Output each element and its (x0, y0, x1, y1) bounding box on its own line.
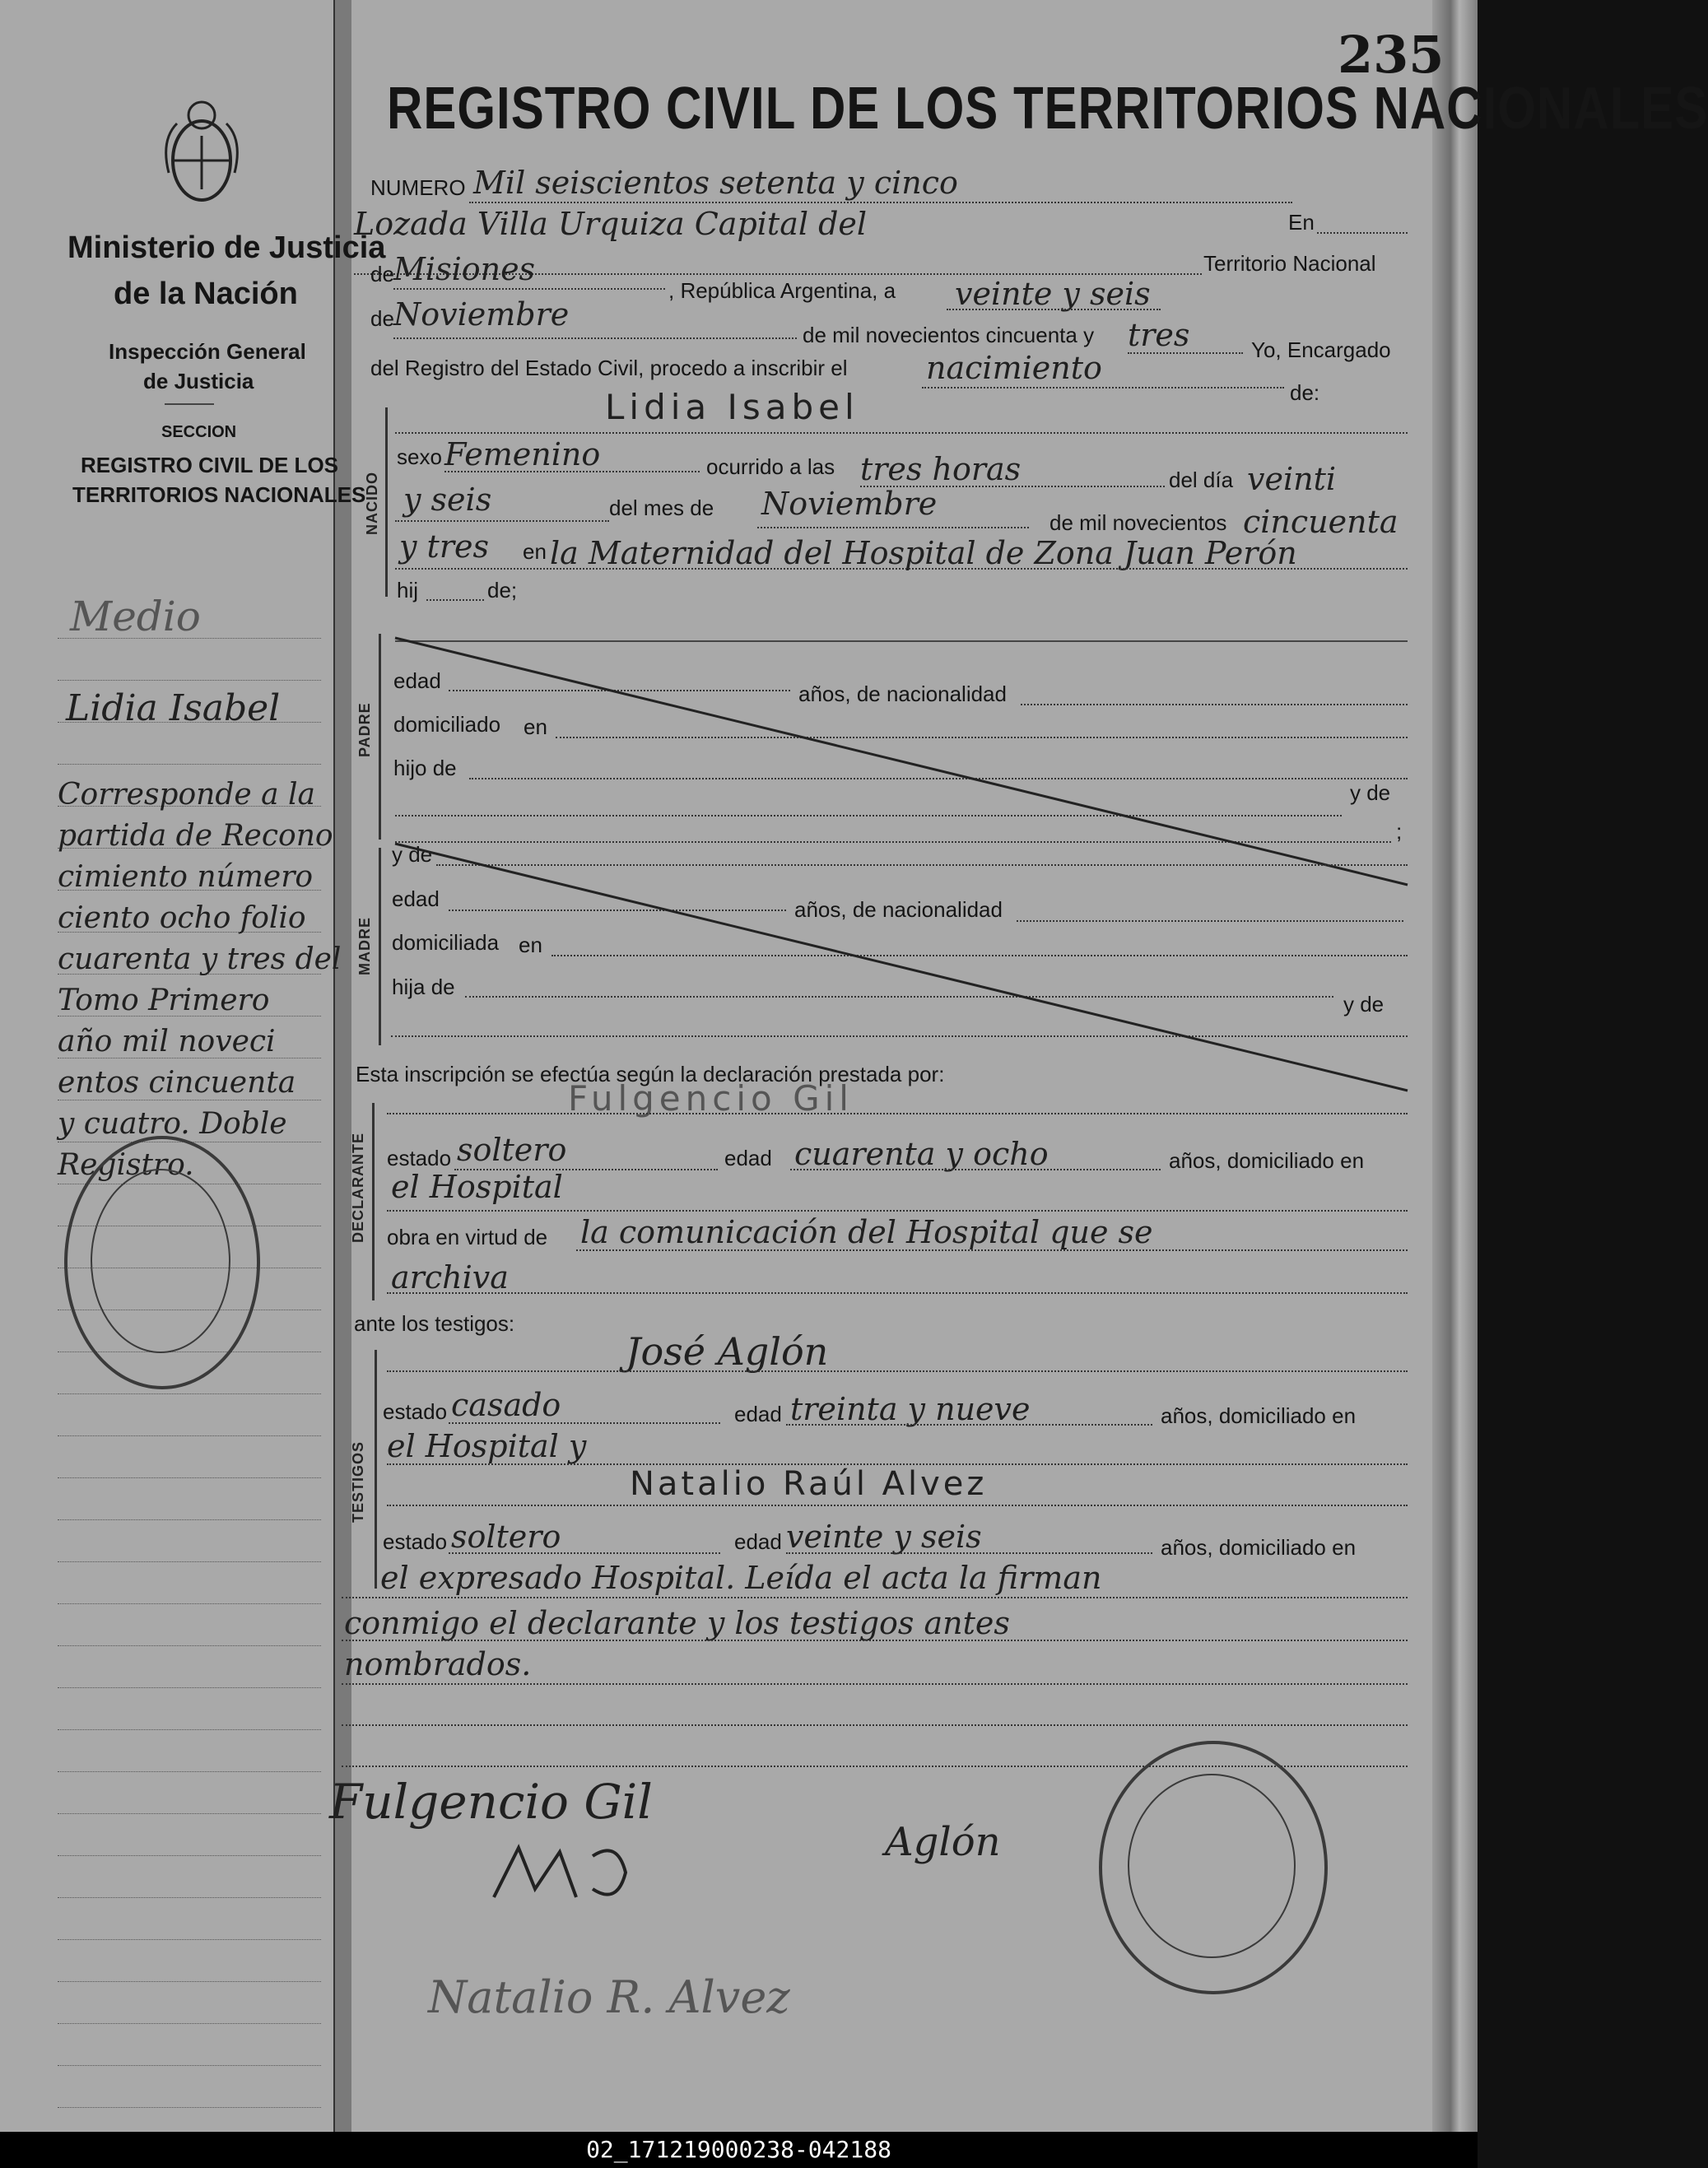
margin-note-line: ciento ocho folio (58, 901, 306, 935)
section-line1: REGISTRO CIVIL DE LOS (81, 453, 339, 477)
numero-label: NUMERO (370, 175, 466, 200)
ocurrido-label: ocurrido a las (706, 454, 835, 479)
year-value-n2: y tres (399, 528, 489, 565)
margin-note-line: Corresponde a la (58, 778, 315, 812)
year-value: tres (1128, 317, 1190, 353)
madre-dom-label: domiciliada (392, 930, 500, 955)
month-line (393, 337, 797, 339)
sexo-value: Femenino (444, 436, 601, 472)
margin-rule (58, 1939, 321, 1940)
hij-de-label: de; (487, 578, 518, 602)
hij-line (426, 599, 484, 601)
w2-edad-value: veinte y seis (786, 1519, 982, 1555)
madre-edad-label: edad (392, 886, 440, 911)
ministry-line2: de la Nación (114, 277, 298, 311)
closing-2: conmigo el declarante y los testigos antes (344, 1605, 1010, 1641)
hij-label: hij (397, 578, 419, 602)
w1-dom-line (387, 1463, 1408, 1465)
left-stamp-inner (91, 1169, 230, 1353)
padre-en-label: en (524, 714, 547, 739)
madre-nac-label: años, de nacionalidad (794, 897, 1003, 922)
testigos-label: TESTIGOS (350, 1440, 366, 1523)
margin-rule (58, 1645, 321, 1646)
margin-rule (58, 1603, 321, 1604)
signature-2: Aglón (885, 1819, 1001, 1865)
numero-line (469, 202, 1292, 203)
de2-label: de (370, 306, 394, 331)
numero-value: Mil seiscientos setenta y cinco (473, 165, 958, 201)
margin-rule (58, 1393, 321, 1394)
closing-3: nombrados. (344, 1646, 532, 1682)
republica-label: , República Argentina, a (668, 278, 896, 303)
w2-edad-line (786, 1552, 1152, 1554)
scribble-mark (486, 1840, 650, 1914)
year-line (1128, 352, 1243, 354)
madre-strike (395, 844, 1408, 1091)
testigos-brace (375, 1350, 377, 1589)
closing-line-1 (342, 1597, 1408, 1598)
margin-note-line: cuarenta y tres del (58, 942, 342, 976)
place-value: Lozada Villa Urquiza Capital del (354, 206, 868, 242)
margin-rule (58, 1687, 321, 1688)
w2-name-line (387, 1505, 1408, 1506)
decl-obra-label: obra en virtud de (387, 1225, 548, 1249)
margin-rule (58, 764, 321, 765)
sidebar-divider (165, 403, 214, 405)
section-line2: TERRITORIOS NACIONALES (72, 482, 366, 507)
padre-nac-label: años, de nacionalidad (798, 682, 1007, 706)
margin-rule (58, 1477, 321, 1478)
nacido-name-line (395, 432, 1408, 434)
dia-line (395, 520, 609, 522)
margin-rule (58, 1981, 321, 1982)
margin-rule (58, 1561, 321, 1562)
mes-label: del mes de (609, 495, 714, 520)
madre-en-label: en (519, 933, 542, 957)
w2-estado-line (449, 1552, 720, 1554)
margin-note-line: Registro. (58, 1148, 194, 1182)
closing-1: el expresado Hospital. Leída el acta la firman (380, 1560, 1102, 1596)
sexo-label: sexo (397, 444, 442, 469)
margin-note-line: y cuatro. Doble (58, 1107, 287, 1141)
w1-edad-value: treinta y nueve (790, 1391, 1031, 1427)
sexo-line (444, 471, 700, 472)
month-value: Noviembre (393, 296, 570, 333)
w2-estado-value: soltero (451, 1519, 561, 1555)
margin-rule (58, 1519, 321, 1520)
margin-rule (58, 1771, 321, 1772)
dia-value-2: y seis (403, 482, 492, 518)
testigos-intro: ante los testigos: (354, 1311, 515, 1336)
de-label: de (370, 262, 394, 286)
nacido-label: NACIDO (364, 472, 380, 535)
decl-edad-value: cuarenta y ocho (794, 1136, 1049, 1172)
decl-edad-label: edad (724, 1146, 772, 1170)
en-label-n: en (523, 539, 547, 564)
decl-obra-value: la comunicación del Hospital que se (580, 1214, 1153, 1250)
declarante-name-line (387, 1113, 1408, 1114)
padre-edad-label: edad (393, 668, 441, 693)
decl-edad-line (790, 1169, 1161, 1170)
territory-line (393, 288, 665, 290)
registro-label: del Registro del Estado Civil, procedo a inscribir el (370, 356, 848, 380)
margin-note-line: Tomo Primero (58, 984, 270, 1017)
place-line-n (395, 568, 1408, 570)
decl-dom-label: años, domiciliado en (1169, 1148, 1365, 1173)
territory-value: Misiones (393, 251, 536, 287)
margin-rule (58, 2107, 321, 2108)
w1-dom-value: el Hospital y (387, 1428, 587, 1464)
margin-note-line: cimiento número (58, 860, 314, 894)
year-value-n: cincuenta (1243, 504, 1399, 540)
w1-estado-line (449, 1422, 720, 1424)
act-value: nacimiento (926, 350, 1102, 386)
margin-rule (58, 2023, 321, 2024)
margin-note-line: entos cincuenta (58, 1066, 296, 1100)
book-edge (1432, 0, 1478, 2132)
dia-value: veinti (1247, 461, 1337, 497)
decl-estado-value: soltero (457, 1132, 567, 1168)
decl-dom-value: el Hospital (391, 1169, 563, 1205)
margin-rule (58, 2065, 321, 2066)
w1-estado-value: casado (451, 1387, 561, 1423)
declarante-intro: Esta inscripción se efectúa según la declaración prestada por: (356, 1062, 945, 1086)
right-stamp-inner (1128, 1774, 1296, 1958)
signature-1: Fulgencio Gil (329, 1774, 653, 1830)
closing-line-3 (342, 1683, 1408, 1685)
decl-estado-label: estado (387, 1146, 452, 1170)
w1-edad-label: edad (734, 1402, 782, 1426)
madre-brace (379, 848, 381, 1045)
signature-3: Natalio R. Alvez (428, 1971, 790, 2023)
w1-edad-line (786, 1424, 1152, 1426)
margin-note-line: partida de Recono (58, 819, 333, 853)
yo-label: Yo, Encargado (1251, 337, 1391, 362)
blank-line-1 (342, 1724, 1408, 1726)
mes-line (757, 527, 1029, 528)
madre-hija-label: hija de (392, 975, 455, 999)
declarante-label: DECLARANTE (350, 1133, 366, 1243)
mes-value: Noviembre (761, 486, 938, 522)
declarante-name: Fulgencio Gil (568, 1078, 854, 1119)
margin-rule (58, 1813, 321, 1814)
madre-yde-label: y de (392, 842, 433, 867)
inspection-line2: de Justicia (143, 369, 254, 393)
de3-label: de: (1290, 380, 1320, 405)
closing-line-2 (342, 1640, 1408, 1641)
footer-file-id: 02_171219000238-042188 (0, 2132, 1478, 2168)
w2-estado-label: estado (383, 1529, 448, 1554)
act-line (922, 387, 1284, 388)
w1-estado-label: estado (383, 1399, 448, 1424)
nacido-name: Lidia Isabel (605, 387, 859, 427)
w2-edad-label: edad (734, 1529, 782, 1554)
padre-label: PADRE (356, 702, 373, 757)
dia-label: del día (1169, 468, 1234, 492)
en-label: En (1288, 210, 1315, 235)
w1-dom-label: años, domiciliado en (1161, 1403, 1357, 1428)
madre-label: MADRE (356, 917, 373, 975)
decl-obra-line2 (387, 1292, 1408, 1294)
margin-rule (58, 1855, 321, 1856)
inspection-line1: Inspección General (109, 339, 306, 364)
margin-note-2: Lidia Isabel (66, 687, 281, 729)
margin-rule (58, 1729, 321, 1730)
year-label: de mil novecientos (1049, 510, 1227, 535)
day-line (947, 309, 1161, 310)
padre-dom-label: domiciliado (393, 712, 501, 737)
madre-yde2-label: y de (1343, 992, 1385, 1017)
margin-rule (58, 680, 321, 681)
day-value: veinte y seis (955, 276, 1151, 312)
section-label: SECCION (161, 423, 237, 441)
w1-name-line (387, 1370, 1408, 1372)
w2-name: Natalio Raúl Alvez (630, 1465, 988, 1503)
birth-place: la Maternidad del Hospital de Zona Juan Perón (550, 535, 1297, 571)
margin-rule (58, 1897, 321, 1898)
coat-of-arms-icon (156, 91, 247, 214)
hour-value: tres horas (860, 451, 1022, 487)
margin-note-line: año mil noveci (58, 1025, 276, 1058)
w1-name: José Aglón (626, 1329, 829, 1374)
w2-dom-label: años, domiciliado en (1161, 1535, 1357, 1560)
territorio-label: Territorio Nacional (1203, 251, 1376, 276)
padre-semicolon: ; (1396, 819, 1403, 844)
nacido-brace (385, 407, 388, 597)
page-title: REGISTRO CIVIL DE LOS TERRITORIOS NACIONALES (387, 75, 1708, 142)
decl-obra-value-2: archiva (391, 1259, 509, 1296)
year-prefix: de mil novecientos cincuenta y (803, 323, 1095, 347)
declarante-brace (372, 1103, 375, 1300)
margin-rule (58, 1435, 321, 1436)
en-line (1317, 232, 1408, 234)
decl-dom-line (387, 1210, 1408, 1212)
padre-yde-label: y de (1350, 780, 1391, 805)
decl-obra-line (576, 1249, 1408, 1251)
margin-note-1: Medio (70, 593, 201, 640)
padre-brace (379, 634, 381, 840)
ministry-line1: Ministerio de Justicia (67, 230, 386, 265)
padre-hijo-label: hijo de (393, 756, 457, 780)
page-number: 235 (1338, 25, 1445, 85)
